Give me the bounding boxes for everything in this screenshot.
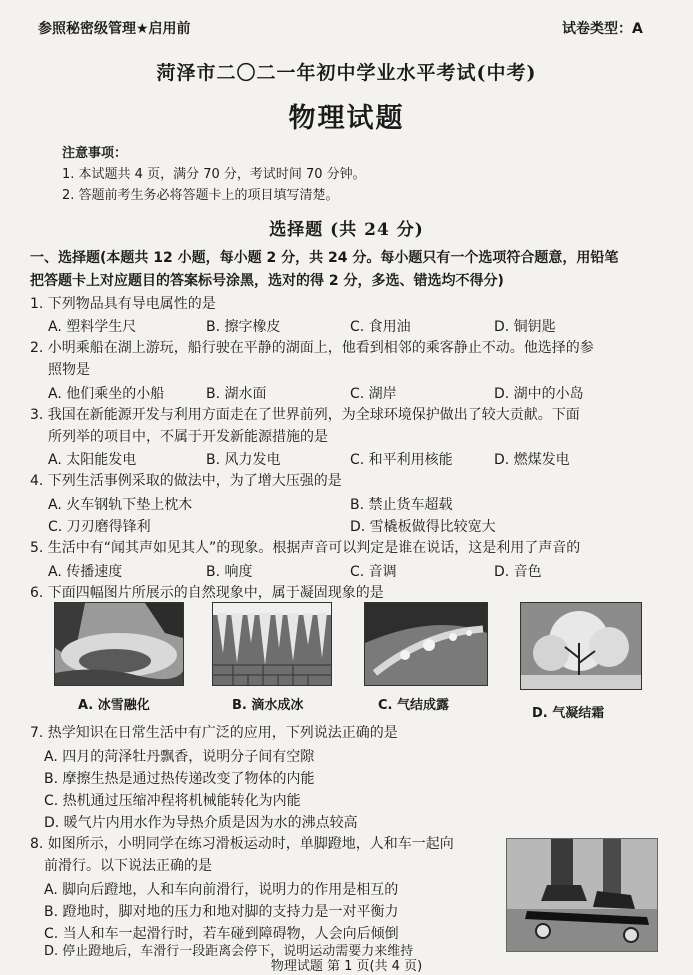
question-2-option-d: D. 湖中的小岛 bbox=[494, 386, 584, 402]
question-5-stem: 5. 生活中有“闻其声如见其人”的现象。根据声音可以判定是谁在说话，这是利用了声音的 bbox=[30, 540, 581, 556]
question-2-option-b: B. 湖水面 bbox=[206, 386, 267, 402]
notice-heading: 注意事项： bbox=[62, 146, 128, 161]
photo-caption-b: B. 滴水成冰 bbox=[232, 698, 304, 713]
question-3-option-c: C. 和平利用核能 bbox=[350, 452, 453, 468]
question-3-option-b: B. 风力发电 bbox=[206, 452, 281, 468]
notice-item-1: 1. 本试题共 4 页，满分 70 分，考试时间 70 分钟。 bbox=[62, 167, 366, 182]
question-1-option-c: C. 食用油 bbox=[350, 319, 411, 335]
icicles-image bbox=[213, 603, 331, 685]
confidential-label: 参照秘密级管理★启用前 bbox=[38, 21, 191, 37]
ice-melting-image bbox=[55, 603, 183, 685]
question-5-option-b: B. 响度 bbox=[206, 564, 253, 580]
exam-title: 菏泽市二〇二一年初中学业水平考试(中考) bbox=[156, 62, 537, 84]
question-2-stem-line-2: 照物是 bbox=[48, 362, 90, 378]
question-4-option-c: C. 刀刃磨得锋利 bbox=[48, 519, 151, 535]
question-8-option-b: B. 蹬地时，脚对地的压力和地对脚的支持力是一对平衡力 bbox=[44, 904, 399, 920]
question-2-stem-line-1: 2. 小明乘船在湖上游玩，船行驶在平静的湖面上，他看到相邻的乘客静止不动。他选择的参 bbox=[30, 340, 594, 356]
section-instructions-line-2: 把答题卡上对应题目的答案标号涂黑，选对的得 2 分，多选、错选均不得分) bbox=[30, 273, 504, 289]
question-5-option-a: A. 传播速度 bbox=[48, 564, 123, 580]
paper-type-label: 试卷类型：A bbox=[562, 21, 643, 37]
photo-skateboard bbox=[506, 838, 658, 952]
question-8-option-d: D. 停止蹬地后，车滑行一段距离会停下，说明运动需要力来维持 bbox=[44, 944, 414, 959]
question-8-stem-line-2: 前滑行。以下说法正确的是 bbox=[44, 858, 212, 874]
question-3-stem-line-1: 3. 我国在新能源开发与利用方面走在了世界前列，为全球环境保护做出了较大贡献。下面 bbox=[30, 407, 580, 423]
section-title: 选择题 (共 24 分) bbox=[269, 220, 424, 240]
question-5-option-d: D. 音色 bbox=[494, 564, 542, 580]
photo-icicles bbox=[212, 602, 332, 686]
photo-dew bbox=[364, 602, 488, 686]
question-6-stem: 6. 下面四幅图片所展示的自然现象中，属于凝固现象的是 bbox=[30, 585, 384, 601]
question-7-option-b: B. 摩擦生热是通过热传递改变了物体的内能 bbox=[44, 771, 315, 787]
question-1-option-a: A. 塑料学生尺 bbox=[48, 319, 137, 335]
question-4-option-a: A. 火车钢轨下垫上枕木 bbox=[48, 497, 193, 513]
photo-caption-d: D. 气凝结霜 bbox=[532, 706, 605, 721]
page-footer: 物理试题 第 1 页(共 4 页) bbox=[270, 959, 423, 974]
skateboard-image bbox=[507, 839, 657, 951]
subject-title: 物理试题 bbox=[288, 103, 405, 134]
question-2-option-c: C. 湖岸 bbox=[350, 386, 397, 402]
question-4-option-d: D. 雪橇板做得比较宽大 bbox=[350, 519, 496, 535]
dew-image bbox=[365, 603, 487, 685]
question-7-stem: 7. 热学知识在日常生活中有广泛的应用，下列说法正确的是 bbox=[30, 725, 398, 741]
photo-frost bbox=[520, 602, 642, 690]
question-1-stem: 1. 下列物品具有导电属性的是 bbox=[30, 296, 216, 312]
photo-caption-a: A. 冰雪融化 bbox=[78, 698, 150, 713]
question-1-option-b: B. 擦字橡皮 bbox=[206, 319, 281, 335]
question-4-option-b: B. 禁止货车超载 bbox=[350, 497, 453, 513]
photo-ice-melting bbox=[54, 602, 184, 686]
frost-image bbox=[521, 603, 641, 689]
question-8-option-c: C. 当人和车一起滑行时，若车碰到障碍物，人会向后倾倒 bbox=[44, 926, 399, 942]
question-5-option-c: C. 音调 bbox=[350, 564, 397, 580]
question-1-option-d: D. 铜钥匙 bbox=[494, 319, 556, 335]
question-8-option-a: A. 脚向后蹬地，人和车向前滑行，说明力的作用是相互的 bbox=[44, 882, 399, 898]
notice-item-2: 2. 答题前考生务必将答题卡上的项目填写清楚。 bbox=[62, 188, 339, 203]
photo-caption-c: C. 气结成露 bbox=[378, 698, 450, 713]
question-7-option-a: A. 四月的菏泽牡丹飘香，说明分子间有空隙 bbox=[44, 749, 315, 765]
question-3-option-a: A. 太阳能发电 bbox=[48, 452, 137, 468]
question-4-stem: 4. 下列生活事例采取的做法中，为了增大压强的是 bbox=[30, 473, 342, 489]
section-instructions-line-1: 一、选择题(本题共 12 小题，每小题 2 分，共 24 分。每小题只有一个选项符合题意，用铅笔 bbox=[30, 250, 619, 266]
question-7-option-d: D. 暖气片内用水作为导热介质是因为水的沸点较高 bbox=[44, 815, 358, 831]
question-3-option-d: D. 燃煤发电 bbox=[494, 452, 570, 468]
question-2-option-a: A. 他们乘坐的小船 bbox=[48, 386, 165, 402]
question-7-option-c: C. 热机通过压缩冲程将机械能转化为内能 bbox=[44, 793, 301, 809]
question-8-stem-line-1: 8. 如图所示，小明同学在练习滑板运动时，单脚蹬地，人和车一起向 bbox=[30, 836, 454, 852]
question-3-stem-line-2: 所列举的项目中，不属于开发新能源措施的是 bbox=[48, 429, 328, 445]
